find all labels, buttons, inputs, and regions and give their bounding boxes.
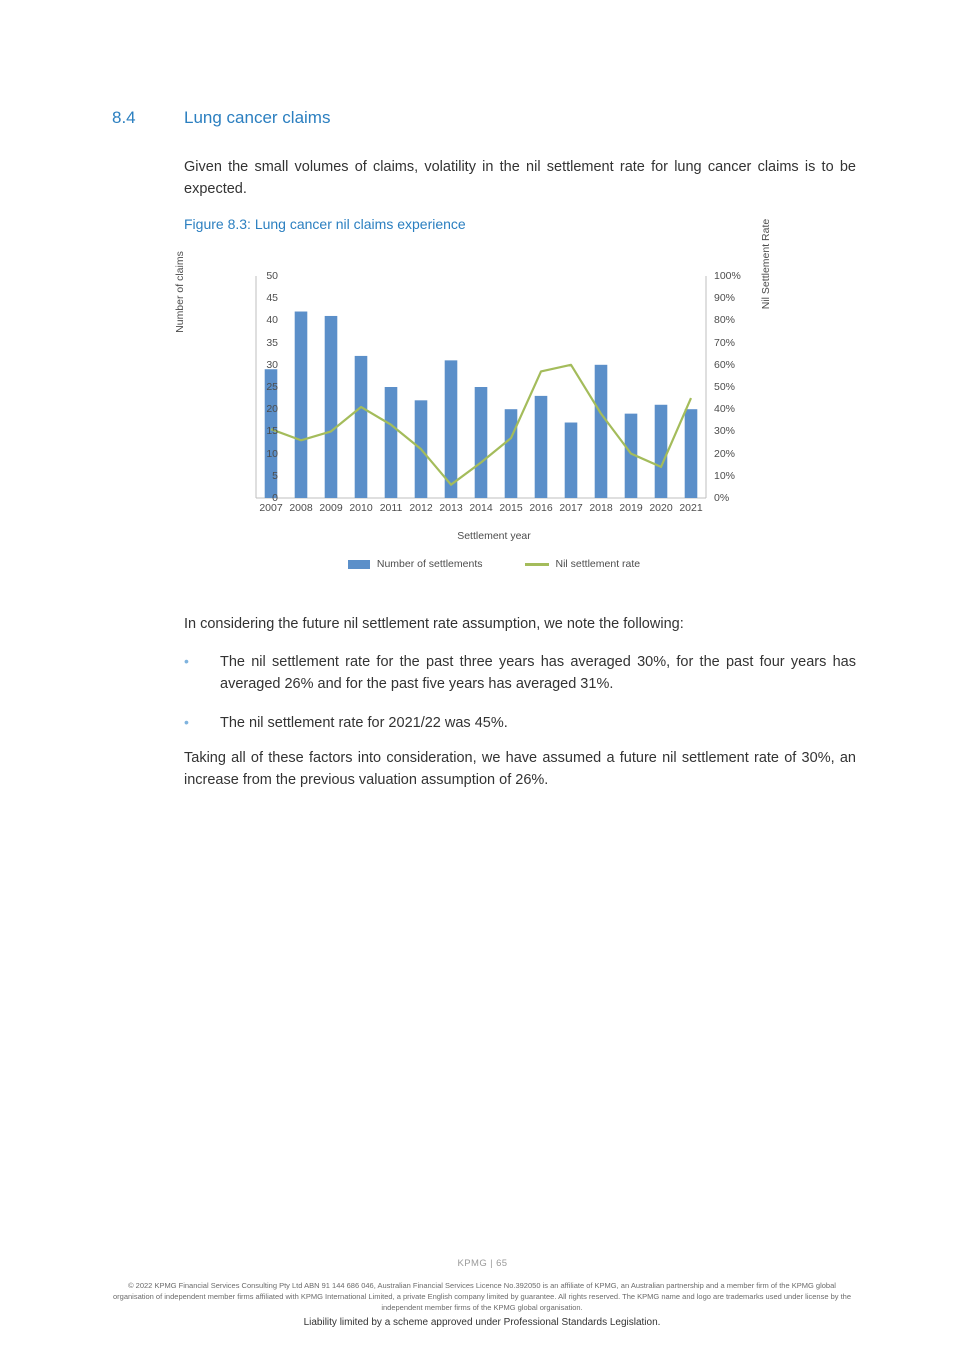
chart-y-tick: 0 <box>272 492 278 504</box>
chart-x-tick: 2021 <box>679 502 703 514</box>
chart-svg <box>256 276 706 498</box>
chart-y2-tick: 20% <box>714 447 736 460</box>
lead-in-paragraph: In considering the future nil settlement rate assumption, we note the following: <box>184 616 684 632</box>
footer-page-number: KPMG | 65 <box>457 1258 508 1269</box>
chart-y2-axis-title: Nil Settlement Rate <box>760 218 772 310</box>
legend-item-bars <box>348 558 483 570</box>
chart-x-tick: 2007 <box>259 502 283 514</box>
footer-legal-text: © 2022 KPMG Financial Services Consulting Pty Ltd ABN 91 144 686 046, Australian Financial Services Licence No.392050 is an affiliate of KPMG, an Australian partnership and a member firm of the KPMG global organisation of independent member firms affiliated with KPMG International Limited, a private English company limited by guarantee. All rights reserved. The KPMG name and logo are trademarks used under license by the independent member firms of the KPMG global organisation. <box>112 1281 852 1312</box>
section-heading <box>112 108 872 128</box>
chart-x-axis-title: Settlement year <box>457 530 531 542</box>
section-title: Lung cancer claims <box>184 108 331 127</box>
chart-y-tick: 5 <box>272 469 278 482</box>
chart-x-tick: 2012 <box>409 502 433 514</box>
bullet-item-2 <box>184 712 856 734</box>
chart-bar <box>475 387 488 498</box>
chart-x-tick: 2015 <box>499 502 523 514</box>
bullet-dot-icon: • <box>184 653 189 669</box>
chart-y-tick: 50 <box>266 270 278 282</box>
chart-y-tick: 30 <box>266 358 278 371</box>
bullet-text-2: The nil settlement rate for 2021/22 was 45%. <box>220 715 508 731</box>
legend-item-line <box>525 558 641 570</box>
chart-y2-tick: 40% <box>714 403 736 416</box>
section-number: 8.4 <box>112 108 136 127</box>
chart-x-tick: 2010 <box>349 502 373 514</box>
legend-label-bars: Number of settlements <box>376 558 483 570</box>
chart-x-tick: 2019 <box>619 502 643 514</box>
chart-legend <box>184 558 804 570</box>
chart-bar <box>655 405 668 498</box>
chart-y2-tick: 80% <box>714 314 736 327</box>
chart-y2-tick: 10% <box>714 469 736 482</box>
chart-plot <box>256 276 706 498</box>
chart-y2-tick: 0% <box>714 492 730 504</box>
chart-x-tick: 2009 <box>319 502 343 514</box>
chart-bar <box>565 423 578 498</box>
chart-y-tick: 25 <box>266 381 278 393</box>
chart-bar <box>385 387 398 498</box>
chart-bar <box>355 356 368 498</box>
bullet-item-1 <box>184 651 856 696</box>
chart-x-tick: 2017 <box>559 502 583 514</box>
chart-bar <box>445 360 458 498</box>
chart-x-tick: 2008 <box>289 502 313 514</box>
chart-y2-tick: 70% <box>714 336 736 349</box>
chart-x-tick: 2020 <box>649 502 673 514</box>
chart-y2-tick: 100% <box>714 270 741 282</box>
chart-y-axis-title: Number of claims <box>174 251 186 333</box>
legend-label-line: Nil settlement rate <box>555 558 641 570</box>
chart-y-tick: 40 <box>266 314 278 327</box>
chart-x-tick: 2014 <box>469 502 493 514</box>
footer-liability-text: Liability limited by a scheme approved under Professional Standards Legislation. <box>303 1317 661 1328</box>
chart-y2-tick: 50% <box>714 381 736 393</box>
intro-paragraph: Given the small volumes of claims, volatility in the nil settlement rate for lung cancer claims is to be expected. <box>184 159 856 198</box>
chart-bar <box>505 409 518 498</box>
chart-bar <box>685 409 698 498</box>
chart-x-tick: 2011 <box>379 502 403 514</box>
legend-swatch-line-icon <box>525 563 549 566</box>
chart-x-tick: 2013 <box>439 502 463 514</box>
closing-paragraph: Taking all of these factors into consideration, we have assumed a future nil settlement rate of 30%, an increase from the previous valuation assumption of 26%. <box>184 750 856 789</box>
chart-bar <box>535 396 548 498</box>
chart-x-tick: 2018 <box>589 502 613 514</box>
bullet-dot-icon: • <box>184 714 189 730</box>
chart-y-tick: 45 <box>266 292 278 305</box>
figure-caption: Figure 8.3: Lung cancer nil claims experience <box>184 216 466 232</box>
chart-y-tick: 20 <box>266 403 278 416</box>
chart-y-tick: 10 <box>266 447 278 460</box>
chart-x-tick: 2016 <box>529 502 553 514</box>
chart-bar <box>595 365 608 498</box>
chart-y-tick: 15 <box>266 425 278 438</box>
legend-swatch-bar-icon <box>348 560 370 569</box>
chart-bar <box>295 312 308 498</box>
chart-y2-tick: 60% <box>714 358 736 371</box>
chart-bar <box>325 316 338 498</box>
chart-y2-tick: 90% <box>714 292 736 305</box>
chart-y-tick: 35 <box>266 336 278 349</box>
chart-y2-tick: 30% <box>714 425 736 438</box>
bullet-text-1: The nil settlement rate for the past three years has averaged 30%, for the past four years has averaged 26% and for the past five years has averaged 31%. <box>220 654 856 693</box>
